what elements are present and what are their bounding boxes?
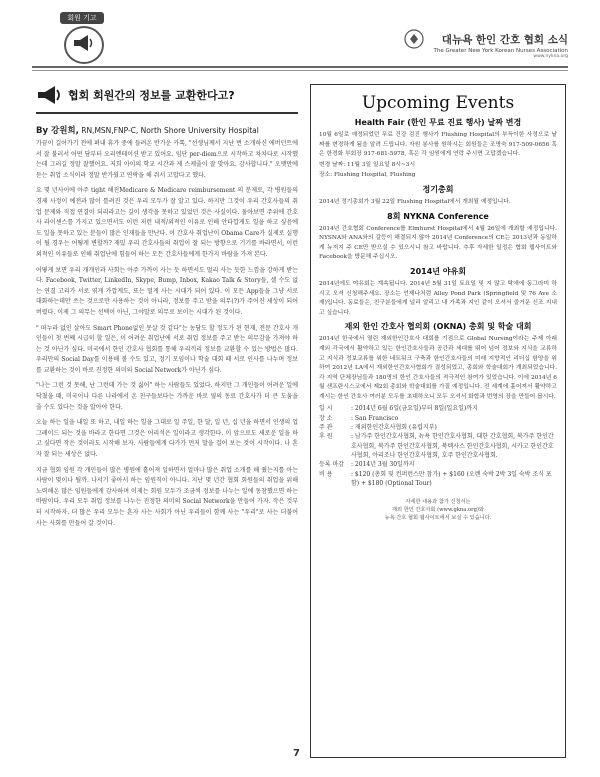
health-fair-text bbox=[319, 131, 557, 181]
conference-title: 8회 NYKNA Conference bbox=[387, 211, 489, 221]
article-paragraph: "나는 그런 것 못해, 난 그런데 가는 것 싫어" 하는 사람들도 있었다. 하지만 그 개인들이 어려운 일에 닥쳤을 때, 미국이나 다른 나라에서 온 친구들보다는 가까운 바로 옆의 동료 간호사가 더 큰 도움을 줄 수도 있다는 것을 알아야 한다. bbox=[36, 382, 298, 411]
article-title-rule bbox=[36, 112, 298, 114]
okna-detail-row bbox=[319, 423, 557, 432]
detail-key: 주 관 bbox=[319, 424, 333, 432]
okna-detail-row bbox=[319, 414, 557, 423]
article-title: 협회 회원간의 정보를 교환한다고? bbox=[68, 89, 235, 102]
article-column bbox=[36, 84, 298, 534]
detail-value: : San Francisco bbox=[351, 414, 399, 422]
okna-text: 2014년 한국에서 열린 재외한인간호사 대회를 기점으로 Global Nursing이라는 주제 아래 재외 각국에서 활약하고 있는 한인간호사들과 공간과 세대를 뛰어 넘어 정보와 지식을 교류하고 지식과 정보교류를 위한 네트워크 구축과 한인간호사들의 미래 지향적인 리더십 함양을 위하여 2012년 LA에서 재외한인간호사협회가 결성되었고, 총회와 학술대회가 개최되었습니다. 각 지역 단체장님들과 180명의 한인 간호사들의 적극적인 참여가 있었습니다. 이에 2014년 6월 샌프란시스코에서 제2회 총회와 학술대회를 가질 예정입니다. 전 세계에 흩어져서 활약하고 계시는 한인 간호사 여러분 모두를 초대하오니 모두 오셔서 화합과 번영의 장을 만들어 봅시다. bbox=[319, 336, 557, 400]
okna-detail-row bbox=[319, 460, 557, 469]
contact-line: 재외 한인 간호사회 (www.gkna.org)와 bbox=[392, 507, 484, 514]
contact-line: 뉴욕 간호 협회 웹사이트에서 보실 수 있습니다. bbox=[384, 515, 492, 522]
header-divider-thin bbox=[32, 70, 568, 71]
article-paragraph: 어떻게 보면 우리 개개인과 사회는 아주 가까이 사는 듯 하면서도 멀리 사는 듯한 느낌을 강하게 받는다. Facebook, Twitter, LinkedIn, Skype, Bump, Inbox, Kakao Talk & Story들, 셀 수도 없는 연결 고리가 서로 엮게 가깝게도, 또는 멀게 사는 시대가 되어 있다. 이 모든 App들을 그냥 서로 대화하는데만 쓰는 것으로만 사용하는 것이 아니라, 정보를 주고 받을 의무(?)가 주어진 세상이 되어 버렸다. 이제 그 의무는 선택이 아닌, 그야말로 의무로 보이는 시대가 된 것이다. bbox=[36, 266, 298, 316]
byline-credentials: RN,MSN,FNP-C, North Shore University Hospital bbox=[81, 126, 259, 135]
upcoming-events-heading: Upcoming Events bbox=[361, 93, 515, 113]
article-paragraph: 지금 협회 임원 각 개인들이 많은 병원에 흩어져 일하면서 얼마나 많은 취업 소개를 해 줬는지를 아는 사람이 몇이나 될까. 나서기 좋아서 하는 임원직이 아니다. 지난 몇 년간 협회 회원들의 취업을 위해 노력해온 많은 임원들에게 감사하며 이제는 회원 모두가 조금씩 정보를 나누는 일에 동참했으면 하는 바람이다. 우리 모두 취업 정보를 나누는 진정한 의미의 Social Network을 만들어 가자. 작은 것부터 시작하자. 더 많은 우리 모두는 혼자 사는 사회가 아닌 우리들이 함께 사는 "우리"로 사는 더불어 사는 사회를 만들어 갈 것이다. bbox=[36, 466, 298, 527]
detail-key: 등록 마감 bbox=[319, 461, 345, 469]
article-byline bbox=[36, 124, 298, 136]
badge-label: 회원 기고 bbox=[60, 12, 104, 24]
detail-value: : 재외한인간호사협회 (유럽지부) bbox=[351, 424, 437, 432]
contact-line: 자세한 내용과 참가 신청서는 bbox=[405, 499, 471, 506]
article-header bbox=[36, 84, 298, 106]
association-logo-icon bbox=[404, 29, 424, 49]
detail-value: : $120 (총회 및 컨퍼런스만 참가) + $160 (오렌 숙박 2박 3일 숙박 조식 포함) + $180 (Optional Tour) bbox=[351, 470, 552, 487]
byline-author: By 강원희, bbox=[36, 126, 79, 136]
detail-value: : 2014년 6월 6일(금요일)부터 8일(일요일)까지 bbox=[351, 405, 478, 413]
detail-value: : 남가주 한인간호사협회, 뉴욕 한인간호사협회, 대한 간호협회, 북가주 한인간호사협회, 북가주 한인간호사협회, 북텍사스 한인간호사협회, 시카고 한인간호사협회, 아리조나 한인간호사협회, 호주 한인간호사협회. bbox=[351, 433, 554, 459]
detail-value: : 2014년 3월 30일까지 bbox=[351, 461, 415, 469]
article-paragraph: 오늘 하는 일을 내일 또 하고, 내일 하는 일을 그대로 일 주일, 한 달, 일 년, 십 년을 하면서 인생의 업그레이드 되는 것을 바라고 한다면 그것은 어리석은 일이라고 생각한다. 이 앞으로도 새로운 일을 하고 싶다면 작은 것이라도 시작해 보자. 사람들에게 다가가 먼저 말을 걸어 보는 것이 시작이다. 나 혼자 잘 되는 세상은 없다. bbox=[36, 419, 298, 459]
health-fair-body: 10월 6일로 예정되었던 무료 건강 검진 행사가 Flushing Hospital의 부득이한 사정으로 날짜를 변경하게 됨을 알려 드립니다. 자원 봉사를 원하시는 회원들은 조명숙 917-509-0656 혹은 한경화 부회장 917-681-5978, 혹은 각 임원에게 연락 주시면 고맙겠습니다. bbox=[319, 132, 557, 158]
health-fair-title: Health Fair (한인 무료 진료 행사) 날짜 변경 bbox=[354, 118, 522, 127]
newsletter-header bbox=[434, 32, 568, 59]
okna-contact bbox=[319, 498, 557, 522]
detail-key: 장 소 bbox=[319, 414, 333, 422]
member-contribution-badge bbox=[56, 12, 114, 60]
detail-key: 일 시 bbox=[319, 405, 333, 413]
article-paragraph: " 떠누라 없인 살아도 Smart Phone없인 못살 것 같다"는 농담도 할 정도가 된 현재, 전문 간호사 개인들이 첫 번째 시급히 할 일은, 이 어려운 취업난에 서로 취업 정보를 주고 받는 의무감을 가져야 하는 것 아닌가 싶다. 미국에서 한인 간호사 협회를 통해 우리끼리 정보를 교환할 수 있는 방법은 많다. 우리만의 Social Day를 이용해 볼 수도 있고, 정기 모임이나 학술 대회 때 서로 인사를 나누며 정보를 교환하는 것이 바로 진정한 의미의 Social Network가 아닌가 싶다. bbox=[36, 324, 298, 374]
okna-title: 재외 한인 간호사 협의회 (OKNA) 총회 및 학술 대회 bbox=[344, 322, 532, 332]
detail-key: 후 원 bbox=[319, 433, 333, 441]
picnic-text: 2014년에도 야유회는 계속됩니다. 2014년 5월 31일 토요일 및 지 많고 탁애에 동그라미 하시고 오셔 신청해주세요. 장소는 언제나처럼 Alley Pond Park (Springfield 및 76 Ave 소재)입니다. 동료들은, 친구분들에게 널리 알리고 내 가족과 지인 같이 오셔서 즐거운 신조 지내고 싶습니다. bbox=[319, 280, 557, 316]
general-meeting-title: 정기총회 bbox=[422, 184, 454, 194]
okna-details bbox=[319, 404, 557, 488]
newsletter-subtitle: The Greater New York Korean Nurses Association bbox=[433, 48, 568, 54]
general-meeting-text: 2014년 정기총회가 3월 22일 Flushing Hospital에서 개최될 예정입니다. bbox=[319, 198, 511, 205]
health-fair-place: 장소: Flushing Hospital, Flushing bbox=[319, 172, 416, 179]
header-divider bbox=[32, 66, 568, 68]
article-paragraph: 요 몇 년사이에 아주 tight 해진Medicare & Medicare reimbursement 의 문제로, 각 병원들의 경제 사정이 예전과 많이 틀려진 것은 우리 모두가 잘 알고 있다. 하지만 그것이 우리 간호사들의 취업 문제와 직접 연결이 되리라고는 깊이 생각을 못하고 있었던 것은 사실이다. 돌아보면 주위에 간호사 라이센스를 가지고 있으면서도 이런 저런 내적/외적인 이유로 인해 안타깝게도 일을 하고 싶음에도 일을 못하고 있는 분들이 많은 인재들을 만난다. 이 간호사 취업난이 Obama Care가 실제로 실행이 될 경우는 어떻게 변할까? 재밌 우리 간호사들의 취업이 잘 되는 방향으로 기기를 바라면서, 이런 외적인 이유들로 인해 취업난에 힘들어 하는 모든 간호사들에게 한가지 바람을 가져 본다. bbox=[36, 187, 298, 258]
health-fair-date: 변경 날짜: 11월 3일 일요일 8시~3시 bbox=[319, 161, 416, 168]
newsletter-url: www.nykna.org bbox=[533, 54, 568, 59]
newsletter-title: 대뉴욕 한인 간호 협회 소식 bbox=[441, 34, 568, 46]
page-number: 7 bbox=[293, 748, 300, 759]
article-paragraph: 가끔이 길어가기 전에 펴내 휴가 중에 들려온 반가운 카톡, "선생님께서 지난 번 소개하신 에버던트에서 잘 불러서 어떤 담부터 오리엔테이션 받고 있어요. 임단 per-diem으로 시작하고 차차다로 시작했는데 그러길 정말 잘했어요. 저희 아이의 학교 시간과 제 스케줄이 잘 맞아요. 감사합니다." 오랫만에 듣는 취업 소식이라 정말 반가웠고 연락을 해 줘서 고맙다고 했다. bbox=[36, 140, 298, 179]
megaphone-icon bbox=[72, 34, 94, 52]
okna-detail-row bbox=[319, 404, 557, 413]
picnic-title: 2014년 야유회 bbox=[410, 266, 466, 276]
okna-detail-row bbox=[319, 432, 557, 460]
okna-detail-row bbox=[319, 470, 557, 489]
upcoming-events-box bbox=[310, 84, 566, 758]
conference-text: 2014년 간호협회 Conference를 Elmhurst Hospital에서 4월 26일에 개최할 예정입니다. NYSNA와 ANA와의 갈등이 해결되지 않아 2014년 Conference의 CE는 2013년과 동일하게 뉴저지 주 CE만 받으실 수 있으시니 참고 바랍니다. 추후 자세한 일정은 협회 웹사이트와 Facebook을 방문해 주십시오. bbox=[319, 225, 557, 261]
detail-key: 비 용 bbox=[319, 470, 333, 478]
article-body bbox=[36, 139, 298, 529]
megaphone-icon bbox=[36, 84, 62, 106]
